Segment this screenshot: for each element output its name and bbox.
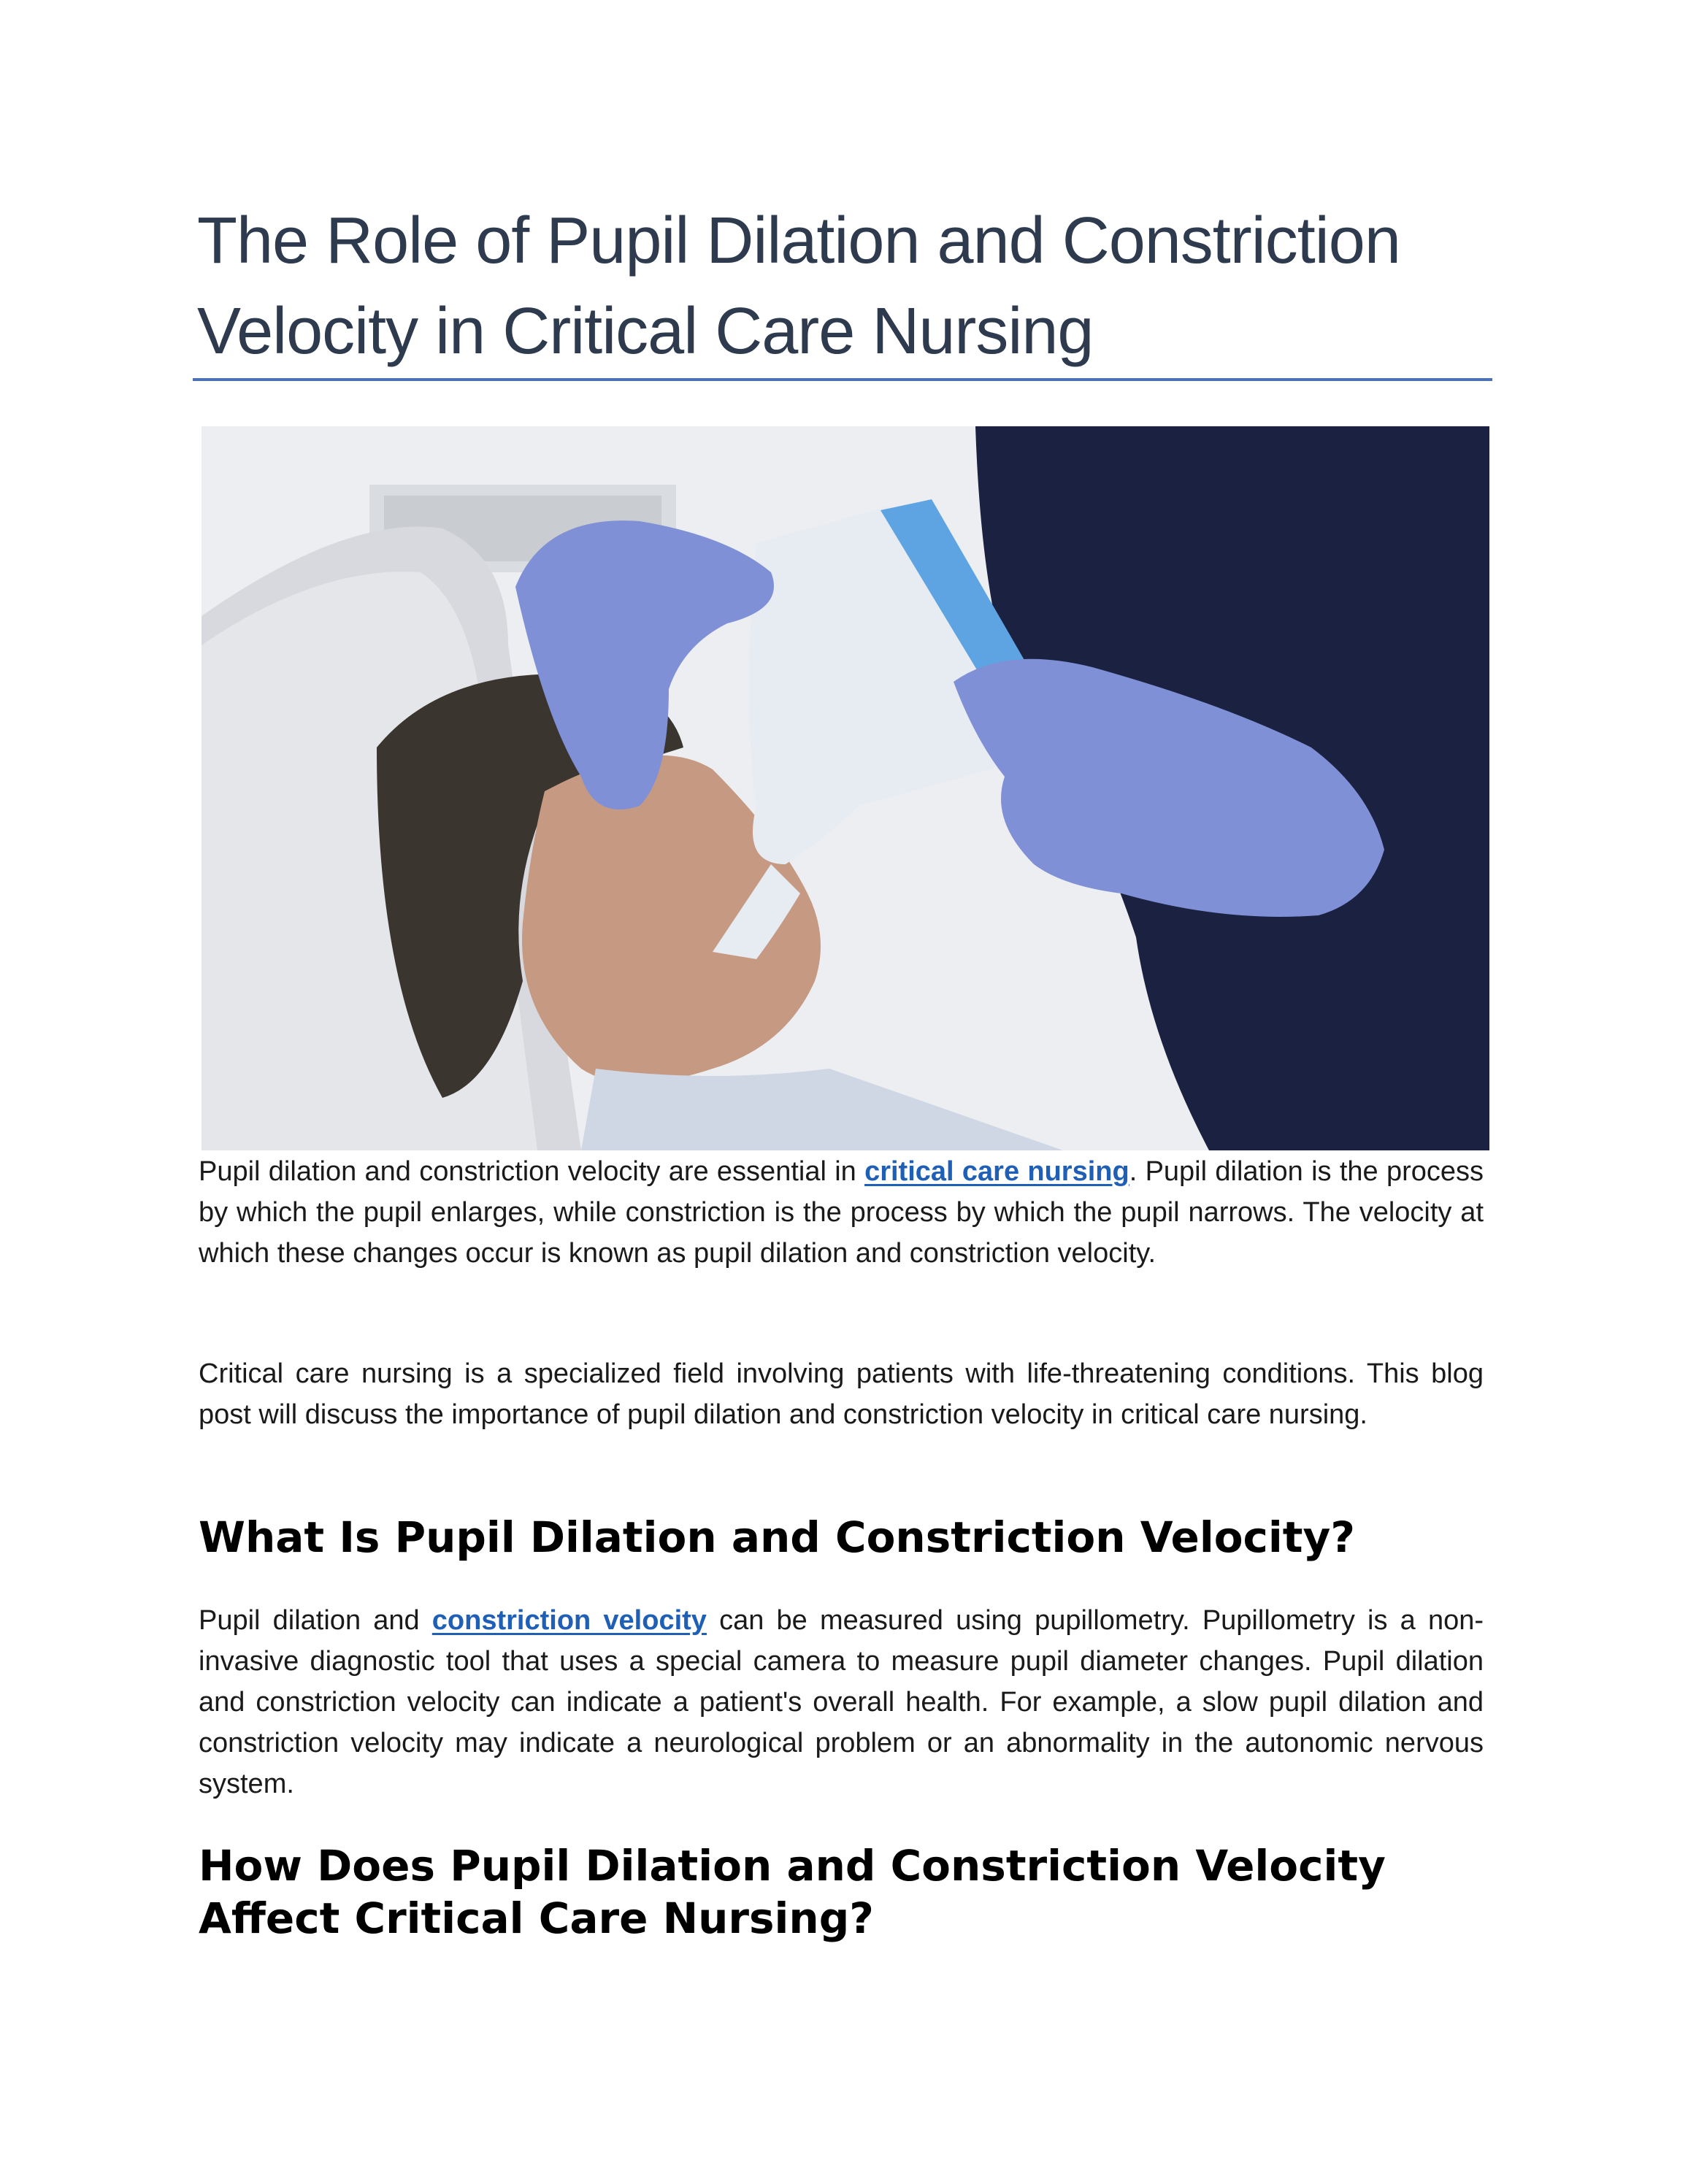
page-title xyxy=(197,196,1489,377)
section-heading-how-does-line-1: How Does Pupil Dilation and Constriction Velocity xyxy=(199,1841,1386,1891)
page-title-line-1: The Role of Pupil Dilation and Constriction xyxy=(197,204,1400,277)
intro-paragraph-2: Critical care nursing is a specialized field involving patients with life-threatening conditions. This blog post will discuss the importance of pupil dilation and constriction velocity in critical care nursing. xyxy=(199,1358,1484,1430)
hero-photo-illustration xyxy=(202,426,1489,1150)
section-heading-how-does xyxy=(199,1839,1491,1945)
critical-care-nursing-link[interactable]: critical care nursing xyxy=(864,1156,1129,1187)
title-underline-rule xyxy=(193,378,1492,381)
page-title-line-2: Velocity in Critical Care Nursing xyxy=(197,295,1094,368)
section-heading-how-does-line-2: Affect Critical Care Nursing? xyxy=(199,1893,874,1943)
constriction-velocity-link[interactable]: constriction velocity xyxy=(431,1605,707,1636)
section1-paragraph: Pupil dilation and constriction velocity can be measured using pupillometry. Pupillometry is a non-invasive diagnostic tool that uses a special camera to measure pupil diameter changes. Pupil dilation and constriction velocity can indicate a patient's overall health. For example, a slow pupil dilation and constriction velocity may indicate a neurological problem or an abnormality in the autonomic nervous system. xyxy=(199,1605,1484,1799)
section-heading-what-is: What Is Pupil Dilation and Constriction Velocity? xyxy=(199,1512,1355,1562)
hero-photo xyxy=(202,426,1489,1150)
intro-paragraph-1: Pupil dilation and constriction velocity are essential in critical care nursing. Pupil dilation is the process by which the pupil enlarges, while constriction is the process by which the pupil narrows. The velocity at which these changes occur is known as pupil dilation and constriction velocity. xyxy=(199,1156,1484,1269)
